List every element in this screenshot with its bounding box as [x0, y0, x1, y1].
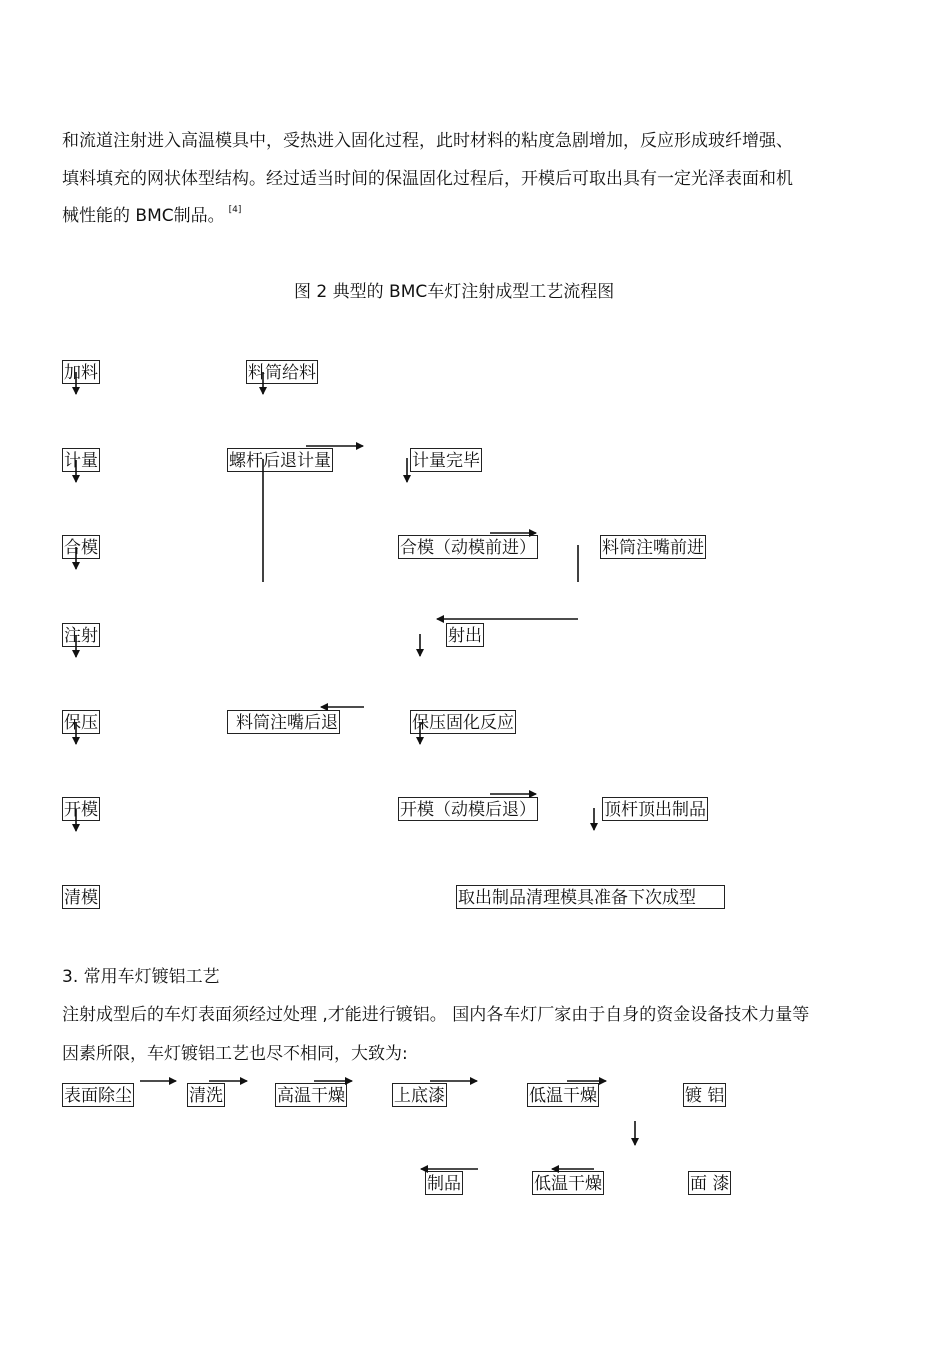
box-hemo-dongmo: 合模（动模前进） [398, 535, 538, 559]
intro-line-1: 和流道注射进入高温模具中，受热进入固化过程，此时材料的粘度急剧增加，反应形成玻纤增强、 [62, 131, 793, 151]
intro-line-3 [62, 205, 241, 230]
plating-step-9: 制品 [425, 1171, 463, 1195]
plating-step-7: 面 漆 [688, 1171, 731, 1195]
step-qingmo: 清模 [62, 885, 100, 909]
step-zhushe: 注射 [62, 623, 100, 647]
plating-step-2: 清洗 [187, 1083, 225, 1107]
section-3-heading: 3. 常用车灯镀铝工艺 [62, 967, 220, 987]
box-quchu-zhipin: 取出制品清理模具准备下次成型 [456, 885, 725, 909]
box-luogan-houtui: 螺杆后退计量 [227, 448, 333, 472]
plating-step-6: 镀 铝 [683, 1083, 726, 1107]
plating-step-5: 低温干燥 [527, 1083, 599, 1107]
box-baoya-guhua: 保压固化反应 [410, 710, 516, 734]
section-3-para-line-2: 因素所限，车灯镀铝工艺也尽不相同，大致为: [62, 1044, 408, 1064]
step-kaimo: 开模 [62, 797, 100, 821]
box-jiliang-wanbi: 计量完毕 [410, 448, 482, 472]
box-shechu: 射出 [446, 623, 484, 647]
figure-caption: 图 2 典型的 BMC车灯注射成型工艺流程图 [294, 282, 615, 302]
plating-step-8: 低温干燥 [532, 1171, 604, 1195]
reference-marker: [4] [228, 205, 242, 215]
step-jialiao: 加料 [62, 360, 100, 384]
section-3-para-line-1: 注射成型后的车灯表面须经过处理 ,才能进行镀铝。 国内各车灯厂家由于自身的资金设备技术力量等 [62, 1005, 810, 1025]
intro-line-2: 填料填充的网状体型结构。经过适当时间的保温固化过程后，开模后可取出具有一定光泽表面和机 [62, 169, 793, 189]
step-baoya: 保压 [62, 710, 100, 734]
box-zuizui-qianjin: 料筒注嘴前进 [600, 535, 706, 559]
plating-step-1: 表面除尘 [62, 1083, 134, 1107]
box-zuizui-houtui: 料筒注嘴后退 [227, 710, 340, 734]
plating-step-4: 上底漆 [392, 1083, 447, 1107]
box-dinggan: 顶杆顶出制品 [602, 797, 708, 821]
plating-step-3: 高温干燥 [275, 1083, 347, 1107]
step-jiliang: 计量 [62, 448, 100, 472]
step-hemo: 合模 [62, 535, 100, 559]
intro-line-3-text: 械性能的 BMC制品。 [62, 206, 225, 226]
box-kaimo-dongmo: 开模（动模后退） [398, 797, 538, 821]
box-liaotong-geiliao: 料筒给料 [246, 360, 318, 384]
